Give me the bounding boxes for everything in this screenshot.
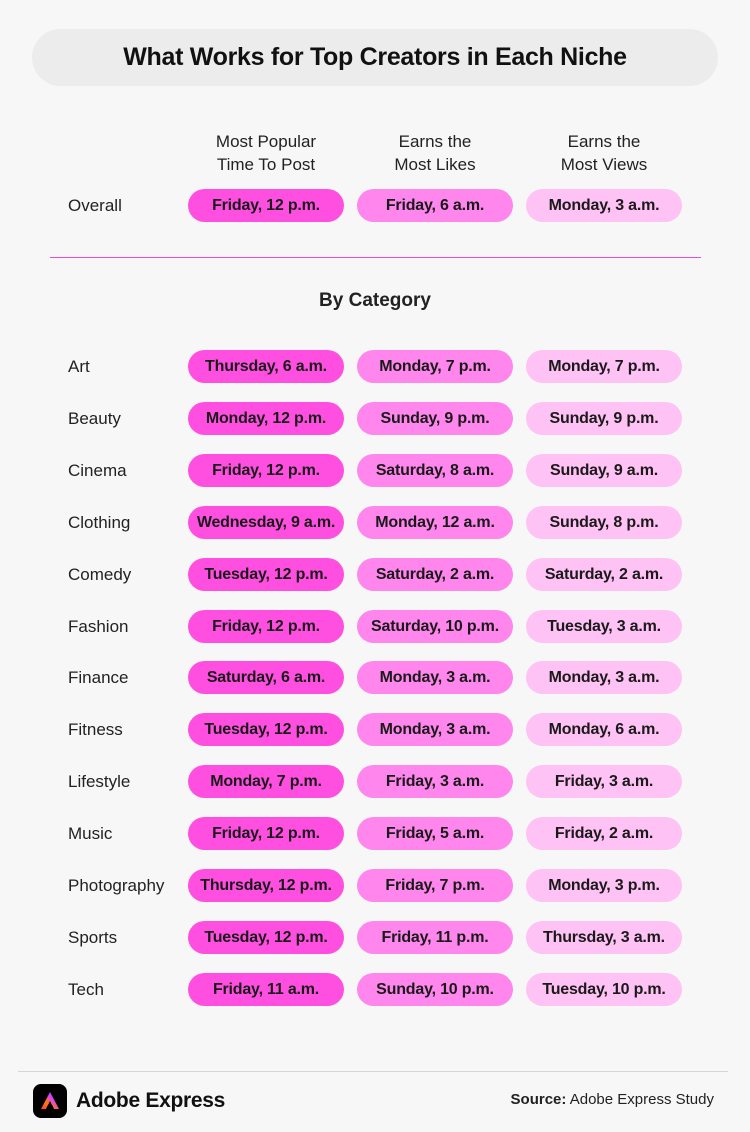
column-header-line: Most Views <box>560 155 648 174</box>
category-popular-time: Thursday, 6 a.m. <box>188 350 344 383</box>
adobe-express-logo-icon <box>33 1084 67 1118</box>
category-popular-time: Wednesday, 9 a.m. <box>188 506 344 539</box>
column-header-line: Earns the <box>398 132 472 151</box>
category-most-views: Friday, 3 a.m. <box>526 765 682 798</box>
overall-label: Overall <box>68 196 122 215</box>
category-most-views: Sunday, 9 a.m. <box>526 454 682 487</box>
category-label: Lifestyle <box>68 772 131 791</box>
category-most-likes: Saturday, 10 p.m. <box>357 610 513 643</box>
column-header-popular-time <box>188 130 344 176</box>
category-most-likes: Saturday, 2 a.m. <box>357 558 513 591</box>
category-popular-time: Friday, 12 p.m. <box>188 610 344 643</box>
footer-divider <box>18 1071 728 1072</box>
category-most-views: Monday, 7 p.m. <box>526 350 682 383</box>
category-most-views: Monday, 3 a.m. <box>526 661 682 694</box>
section-title: By Category <box>319 290 431 311</box>
category-popular-time: Saturday, 6 a.m. <box>188 661 344 694</box>
category-label: Sports <box>68 928 118 947</box>
category-popular-time: Thursday, 12 p.m. <box>188 869 344 902</box>
category-most-views: Monday, 6 a.m. <box>526 713 682 746</box>
category-popular-time: Tuesday, 12 p.m. <box>188 921 344 954</box>
category-most-likes: Friday, 11 p.m. <box>357 921 513 954</box>
category-popular-time: Tuesday, 12 p.m. <box>188 558 344 591</box>
category-popular-time: Monday, 12 p.m. <box>188 402 344 435</box>
source-text: Adobe Express Study <box>569 1091 714 1108</box>
page-title: What Works for Top Creators in Each Niche <box>32 29 718 86</box>
category-most-likes: Monday, 3 a.m. <box>357 713 513 746</box>
column-header-line: Earns the <box>567 132 641 151</box>
category-label: Cinema <box>68 461 127 480</box>
column-header-line: Most Likes <box>394 155 476 174</box>
category-most-views: Tuesday, 3 a.m. <box>526 610 682 643</box>
category-label: Comedy <box>68 565 132 584</box>
category-popular-time: Friday, 11 a.m. <box>188 973 344 1006</box>
category-popular-time: Monday, 7 p.m. <box>188 765 344 798</box>
category-most-views: Sunday, 9 p.m. <box>526 402 682 435</box>
category-most-views: Monday, 3 p.m. <box>526 869 682 902</box>
category-most-likes: Sunday, 9 p.m. <box>357 402 513 435</box>
source-note <box>511 1090 714 1110</box>
category-most-views: Friday, 2 a.m. <box>526 817 682 850</box>
category-most-likes: Friday, 7 p.m. <box>357 869 513 902</box>
column-header-most-views <box>526 130 682 176</box>
overall-popular-time: Friday, 12 p.m. <box>188 189 344 222</box>
category-most-likes: Monday, 3 a.m. <box>357 661 513 694</box>
overall-most-views: Monday, 3 a.m. <box>526 189 682 222</box>
category-most-likes: Monday, 7 p.m. <box>357 350 513 383</box>
category-most-views: Thursday, 3 a.m. <box>526 921 682 954</box>
source-label: Source: <box>510 1091 567 1108</box>
section-divider <box>50 257 701 258</box>
category-label: Fitness <box>68 720 123 739</box>
category-most-likes: Friday, 3 a.m. <box>357 765 513 798</box>
brand-name: Adobe Express <box>76 1089 225 1112</box>
category-most-likes: Saturday, 8 a.m. <box>357 454 513 487</box>
category-label: Music <box>68 824 113 843</box>
category-most-likes: Monday, 12 a.m. <box>357 506 513 539</box>
category-label: Beauty <box>68 409 121 428</box>
column-header-line: Most Popular <box>215 132 317 151</box>
category-popular-time: Friday, 12 p.m. <box>188 454 344 487</box>
category-label: Fashion <box>68 617 129 636</box>
category-most-views: Tuesday, 10 p.m. <box>526 973 682 1006</box>
category-most-views: Sunday, 8 p.m. <box>526 506 682 539</box>
column-header-most-likes <box>357 130 513 176</box>
category-popular-time: Tuesday, 12 p.m. <box>188 713 344 746</box>
category-popular-time: Friday, 12 p.m. <box>188 817 344 850</box>
category-label: Finance <box>68 668 129 687</box>
category-label: Clothing <box>68 513 131 532</box>
category-label: Tech <box>68 980 104 999</box>
category-most-views: Saturday, 2 a.m. <box>526 558 682 591</box>
column-header-line: Time To Post <box>216 155 316 174</box>
category-label: Photography <box>68 876 165 895</box>
overall-most-likes: Friday, 6 a.m. <box>357 189 513 222</box>
category-most-likes: Friday, 5 a.m. <box>357 817 513 850</box>
category-most-likes: Sunday, 10 p.m. <box>357 973 513 1006</box>
category-label: Art <box>68 357 90 376</box>
